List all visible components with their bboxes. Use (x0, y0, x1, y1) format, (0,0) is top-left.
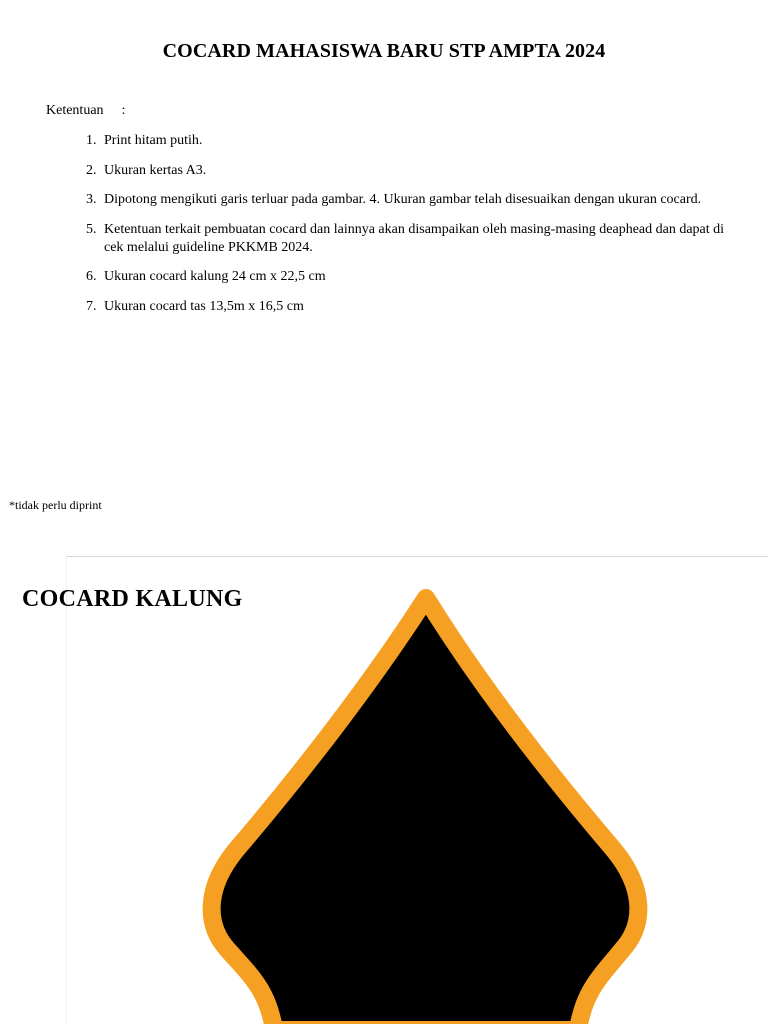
footnote: *tidak perlu diprint (9, 498, 102, 512)
cocard-outline (212, 598, 639, 1024)
rule-number: 2. (86, 162, 97, 178)
document-title: COCARD MAHASISWA BARU STP AMPTA 2024 (162, 40, 606, 62)
rule-text: Ukuran cocard kalung 24 cm x 22,5 cm (104, 269, 326, 284)
rule-number: 7. (86, 298, 97, 314)
cocard-heading: COCARD KALUNG (22, 586, 243, 612)
rule-text: Ketentuan terkait pembuatan cocard dan lainnya akan disampaikan oleh masing-masing deaphead dan dapat di cek melalui guideline PKKMB 2024. (104, 221, 725, 255)
rule-number: 3. (86, 192, 97, 207)
rule-number: 6. (86, 269, 97, 284)
rule-text: Ukuran kertas A3. (104, 162, 207, 178)
rule-text: Ukuran cocard tas 13,5m x 16,5 cm (104, 298, 304, 314)
rule-text: Print hitam putih. (104, 133, 203, 148)
rule-number: 5. (86, 221, 97, 237)
rules-label-colon: : (121, 103, 126, 118)
rule-number: 1. (86, 133, 97, 148)
rules-label-text: Ketentuan (46, 103, 104, 118)
rule-text: Dipotong mengikuti garis terluar pada gambar. 4. Ukuran gambar telah disesuaikan dengan ukuran cocard. (104, 192, 702, 207)
